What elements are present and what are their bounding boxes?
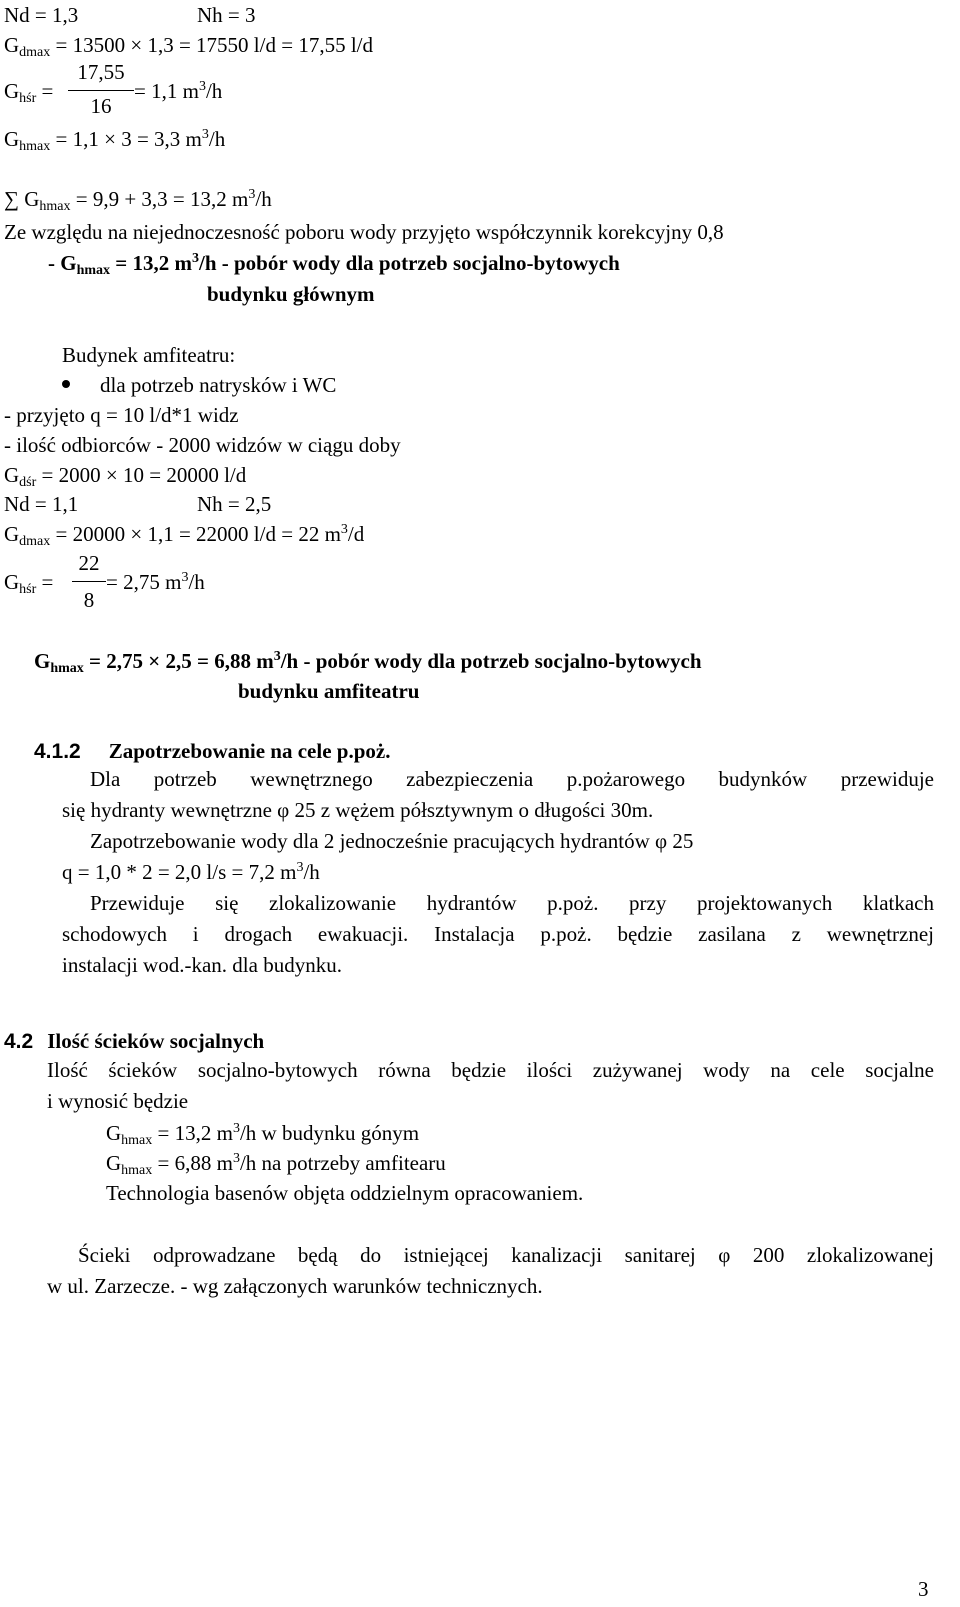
fraction-bar-2 [72, 581, 106, 582]
formula-ghsr-2: $G_{hśr}$ = [4, 570, 54, 597]
section-412-number: 4.1.2 [34, 740, 81, 763]
section-412-heading [34, 738, 390, 765]
section-42-title: Ilość ścieków socjalnych [47, 1029, 265, 1053]
formula-ghsr: $G_{hśr}$ = [4, 79, 54, 106]
nd-value-2: Nd = 1,1 [4, 492, 79, 516]
nd-value: Nd = 1,3 [4, 3, 79, 27]
summary-amphitheatre-cont: budynku amfiteatru [238, 679, 420, 703]
fraction-numerator-2: 22 [78, 551, 100, 575]
assumption-q: - przyjęto q = 10 l/d*1 widz [4, 403, 239, 427]
section-412-paragraph-3: Przewiduje się zlokalizowanie hydrantów p.poż. przy projektowanych klatkach schodowych i drogach ewakuacji. Instalacja p.poż. będzie zasilana z wewnętrznej instalacji wod.-kan. dla budynku. [62, 891, 934, 977]
fraction-denominator: 16 [90, 94, 112, 118]
assumption-recipients: - ilość odbiorców - 2000 widzów w ciągu doby [4, 433, 401, 457]
pool-technology-note: Technologia basenów objęta oddzielnym opracowaniem. [106, 1181, 584, 1205]
page-number: 3 [918, 1577, 929, 1601]
summary-main-building: - $G_{hmax} = 13,2$ $m^3/h$ - pobór wody dla potrzeb socjalno-bytowych [48, 251, 620, 278]
sewage-main-building: $G_{hmax} = 13,2$ $m^3/h$ w budynku gónym [106, 1121, 420, 1148]
section-412-paragraph-2: Zapotrzebowanie wody dla 2 jednocześnie pracujących hydrantów φ 25 q = 1,0 * 2 = 2,0 l/s = 7,2 $m^3/h$ [62, 829, 694, 884]
formula-ghmax: $G_{hmax} = 1,1 \times 3 = 3,3$ $m^3/h$ [4, 127, 226, 154]
section-42-paragraph-1: Ilość ścieków socjalno-bytowych równa będzie ilości zużywanej wody na cele socjalne i wynosić będzie [47, 1058, 934, 1113]
nh-value-2: Nh = 2,5 [197, 492, 272, 516]
section-412-title: Zapotrzebowanie na cele p.poż. [108, 739, 391, 763]
fraction-bar [68, 90, 134, 91]
formula-gdsr: $G_{dśr} = 2000 \times 10 = 20000$ l/d [4, 463, 247, 490]
formula-sum-ghmax: ∑ $G_{hmax} = 9,9 + 3,3 = 13,2$ $m^3/h$ [4, 187, 272, 214]
formula-gdmax: $G_{dmax} = 13500 \times 1,3 = 17550$ l/d = 17,55 l/d [4, 33, 373, 60]
correction-note: Ze względu na niejednoczesność poboru wody przyjęto współczynnik korekcyjny 0,8 [4, 220, 724, 244]
summary-amphitheatre: $G_{hmax} = 2,75 \times 2,5 = 6,88$ $m^3/h$ - pobór wody dla potrzeb socjalno-bytowych [34, 649, 702, 676]
section-42-heading [4, 1028, 264, 1055]
formula-ghsr-2-result: = 2,75 $m^3/h$ [106, 570, 205, 594]
section-412-paragraph-1: Dla potrzeb wewnętrznego zabezpieczenia p.pożarowego budynków przewiduje się hydranty wewnętrzne φ 25 z wężem półsztywnym o długości 30m. [62, 767, 934, 822]
formula-ghsr-result: = 1,1 $m^3/h$ [134, 79, 223, 103]
summary-main-building-cont: budynku głównym [207, 282, 375, 306]
fraction-numerator: 17,55 [77, 60, 125, 84]
bullet-text: dla potrzeb natrysków i WC [100, 373, 337, 397]
sewage-amphitheatre: $G_{hmax} = 6,88$ $m^3/h$ na potrzeby amfitearu [106, 1151, 446, 1178]
bullet-icon [62, 380, 70, 388]
section-42-paragraph-2: Ścieki odprowadzane będą do istniejącej kanalizacji sanitarej φ 200 zlokalizowanej w ul. Zarzecze. - wg załączonych warunków technicznych. [47, 1243, 934, 1298]
amphitheatre-heading: Budynek amfiteatru: [62, 343, 236, 367]
fraction-denominator-2: 8 [83, 588, 95, 612]
section-42-number: 4.2 [4, 1030, 34, 1053]
formula-gdmax-2: $G_{dmax} = 20000 \times 1,1 = 22000$ l/d = 22 $m^3/d$ [4, 522, 365, 549]
nh-value: Nh = 3 [197, 3, 256, 27]
